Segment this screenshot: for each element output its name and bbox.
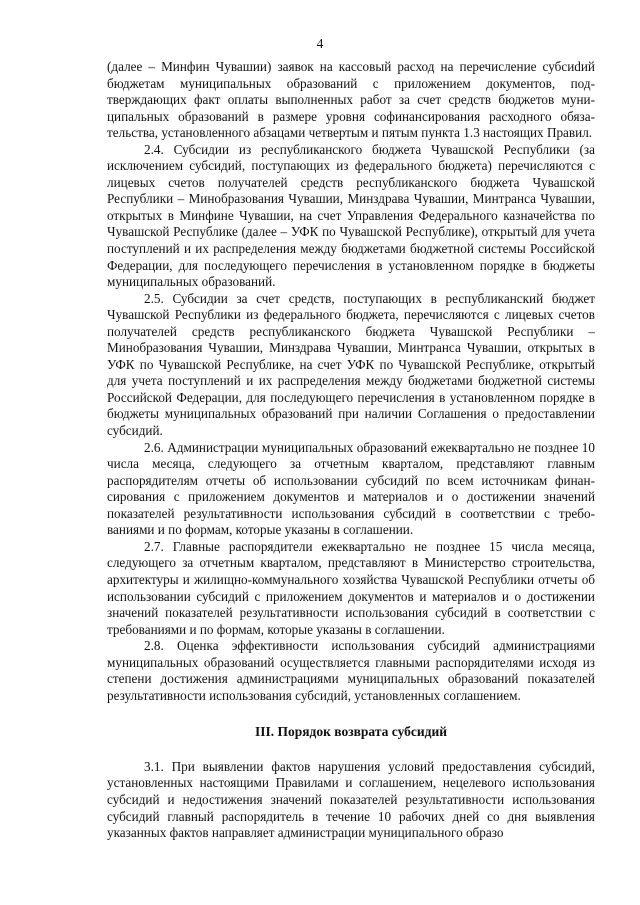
paragraph-2-7: 2.7. Главные распорядители ежеквартально не позднее 15 числа месяца, следующего за отчетным кварталом, представляют в Министерство строительства, архитектуры и жилищно-коммунального хозяйства Чувашской Республики отчеты об использовании субсидий с приложением документов и материалов и о достижении значений показателей результативности использования субсидий в соответствии с требованиями и по формам, которые указаны в соглашении. [107, 538, 595, 637]
paragraph-2-4: 2.4. Субсидии из республиканского бюджета Чувашской Республики (за исключением субсидий, поступающих из федерального бюджета) перечисляются с лицевых счетов получателей средств республиканского бюджета Чувашской Республики – Минобразования Чувашии, Минздрава Чувашии, Минтранса Чувашии, открытых в Минфине Чувашии, на счет Управления Федерального казначейства по Чувашской Республике (далее – УФК по Чувашской Республике), открытый для учета поступлений и их распределения между бюджетами бюджетной системы Российской Федерации, для последующего перечисления в установленном порядке в бюджеты муниципальных образований. [107, 141, 595, 290]
paragraph-3-1: 3.1. При выявлении фактов нарушения условий предоставления субсидий, установленных настоящими Правилами и соглашением, нецелевого использования субсидий и недостижения значений показателей результативности использования субсидий главный распорядитель в течение 10 рабочих дней со дня выявления указанных фактов направляет администрации муниципального образо [107, 758, 595, 841]
paragraph-2-8: 2.8. Оценка эффективности использования субсидий администрациями муниципальных образований осуществляется главными распорядителями исходя из степени достижения администрациями муниципальных образований показателей результативности использования субсидий, установленных соглашением. [107, 638, 595, 703]
document-body [107, 59, 595, 842]
paragraph-continuation: (далее – Минфин Чувашии) заявок на кассовый расход на перечисление субсиdий бюджетам муниципальных образований с приложением документов, подтверждающих факт оплаты выполненных работ за счет средств бюджетов муниципальных образований в размере уровня софинансирования расходного обязательства, установленного абзацами четвертым и пятым пункта 1.3 настоящих Правил. [107, 59, 595, 141]
paragraph-2-5: 2.5. Субсидии за счет средств, поступающих в республиканский бюджет Чувашской Республики из федерального бюджета, перечисляются с лицевых счетов получателей средств республиканского бюджета Чувашской Республики – Минобразования Чувашии, Минздрава Чувашии, Минтранса Чувашии, открытых в УФК по Чувашской Республике, на счет УФК по Чувашской Республике, открытый для учета поступлений и их распределения между бюджетами бюджетной системы Российской Федерации, для последующего перечисления в установленном порядке в бюджеты муниципальных образований при наличии Соглашения о предоставлении субсидий. [107, 290, 595, 439]
section-heading: III. Порядок возврата субсидий [254, 724, 448, 740]
page-number: 4 [316, 36, 324, 51]
paragraph-2-6: 2.6. Администрации муниципальных образований ежеквартально не позднее 10 числа месяца, следующего за отчетным кварталом, представляют главным распорядителям отчеты об использовании субсидий по всем источникам финансирования с приложением документов и материалов и о достижении значений показателей результативности использования субсидий в соответствии с требованиями и по формам, которые указаны в соглашении. [107, 439, 595, 538]
